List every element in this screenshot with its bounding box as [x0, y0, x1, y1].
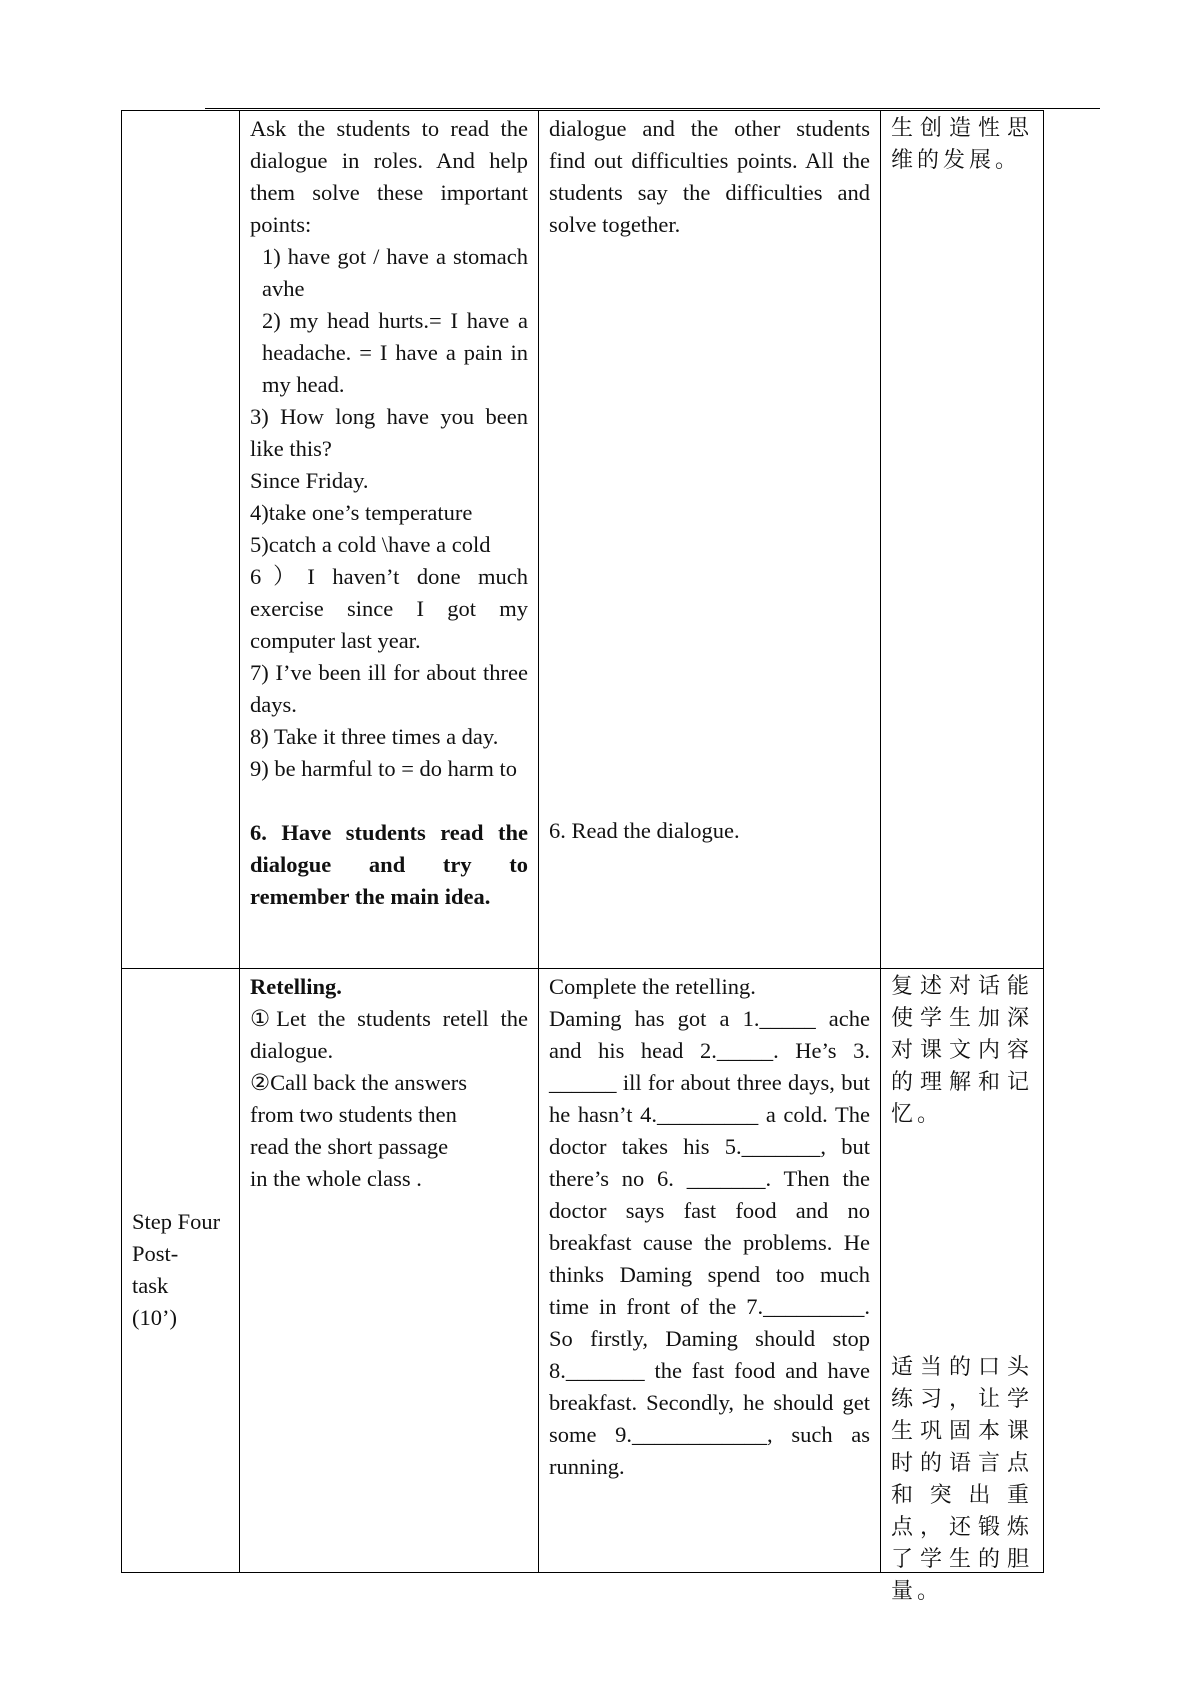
table-row-while-task	[122, 111, 1044, 969]
step-phase: Post-	[132, 1240, 179, 1266]
purpose-text: 生创造性思维的发展。	[891, 116, 1033, 173]
step-duration: (10’)	[132, 1304, 177, 1330]
retelling-title: Retelling.	[250, 974, 342, 999]
step-6-instruction: 6. Have students read the dialogue and try to remember the main idea.	[250, 820, 528, 909]
point-1: 1) have got / have a stomach avhe	[262, 244, 528, 301]
point-3: 3) How long have you been like this?	[250, 404, 528, 461]
point-8: 8) Take it three times a day.	[250, 724, 499, 749]
spacer	[250, 785, 528, 817]
retelling-task-title: Complete the retelling.	[549, 974, 756, 999]
retell-item-2-line4: in the whole class .	[250, 1166, 422, 1191]
point-7: 7) I’ve been ill for about three days.	[250, 660, 528, 717]
purpose-text-retell: 复述对话能使学生加深对课文内容的理解和记忆。	[891, 974, 1033, 1127]
student-step-6: 6. Read the dialogue.	[549, 818, 740, 843]
step-name: Step Four	[132, 1208, 221, 1234]
top-rule	[205, 108, 1100, 109]
point-2: 2) my head hurts.= I have a headache. = I have a pain in my head.	[262, 308, 528, 397]
point-4: 4)take one’s temperature	[250, 500, 473, 525]
retell-item-2-line3: read the short passage	[250, 1134, 449, 1159]
retell-item-1: ①Let the students retell the dialogue.	[250, 1006, 528, 1063]
purpose-text-practice: 适当的口头练习，让学生巩固本课时的语言点和突出重点，还锻炼了学生的胆量。	[891, 1355, 1033, 1604]
step-phase-cont: task	[132, 1272, 169, 1298]
point-5: 5)catch a cold \have a cold	[250, 532, 491, 557]
table-row-post-task	[122, 969, 1044, 1573]
point-6: 6）I haven’t done much exercise since I got my computer last year.	[250, 564, 528, 653]
point-9: 9) be harmful to = do harm to	[250, 756, 518, 781]
lesson-plan-table	[121, 110, 1044, 1604]
teacher-instruction: Ask the students to read the dialogue in roles. And help them solve these important points:	[250, 116, 528, 237]
step-cell-empty	[122, 111, 240, 969]
retell-item-2-line1: ②Call back the answers	[250, 1070, 467, 1095]
point-3-answer: Since Friday.	[250, 468, 369, 493]
purpose-cell	[881, 969, 1044, 1604]
student-activity-cell	[539, 969, 881, 1573]
retell-item-2-line2: from two students then	[250, 1102, 457, 1127]
student-activity-text: dialogue and the other students find out difficulties points. All the students say the difficulties and solve together.	[549, 116, 870, 237]
student-activity-cell	[539, 111, 881, 969]
step-cell	[122, 969, 240, 1573]
teacher-activity-cell	[240, 111, 539, 969]
retelling-passage: Daming has got a 1._____ ache and his head 2._____. He’s 3. ______ ill for about three days, but he hasn’t 4._________ a cold. The doctor takes his 5._______, but there’s no 6. _______. Then the doctor says fast food and no breakfast cause the problems. He thinks Daming spend too much time in front of the 7._________. So firstly, Daming should stop 8._______ the fast food and have breakfast. Secondly, he should get some 9.____________, such as running.	[549, 1006, 870, 1479]
purpose-cell	[881, 111, 1044, 969]
teacher-activity-cell	[240, 969, 539, 1573]
